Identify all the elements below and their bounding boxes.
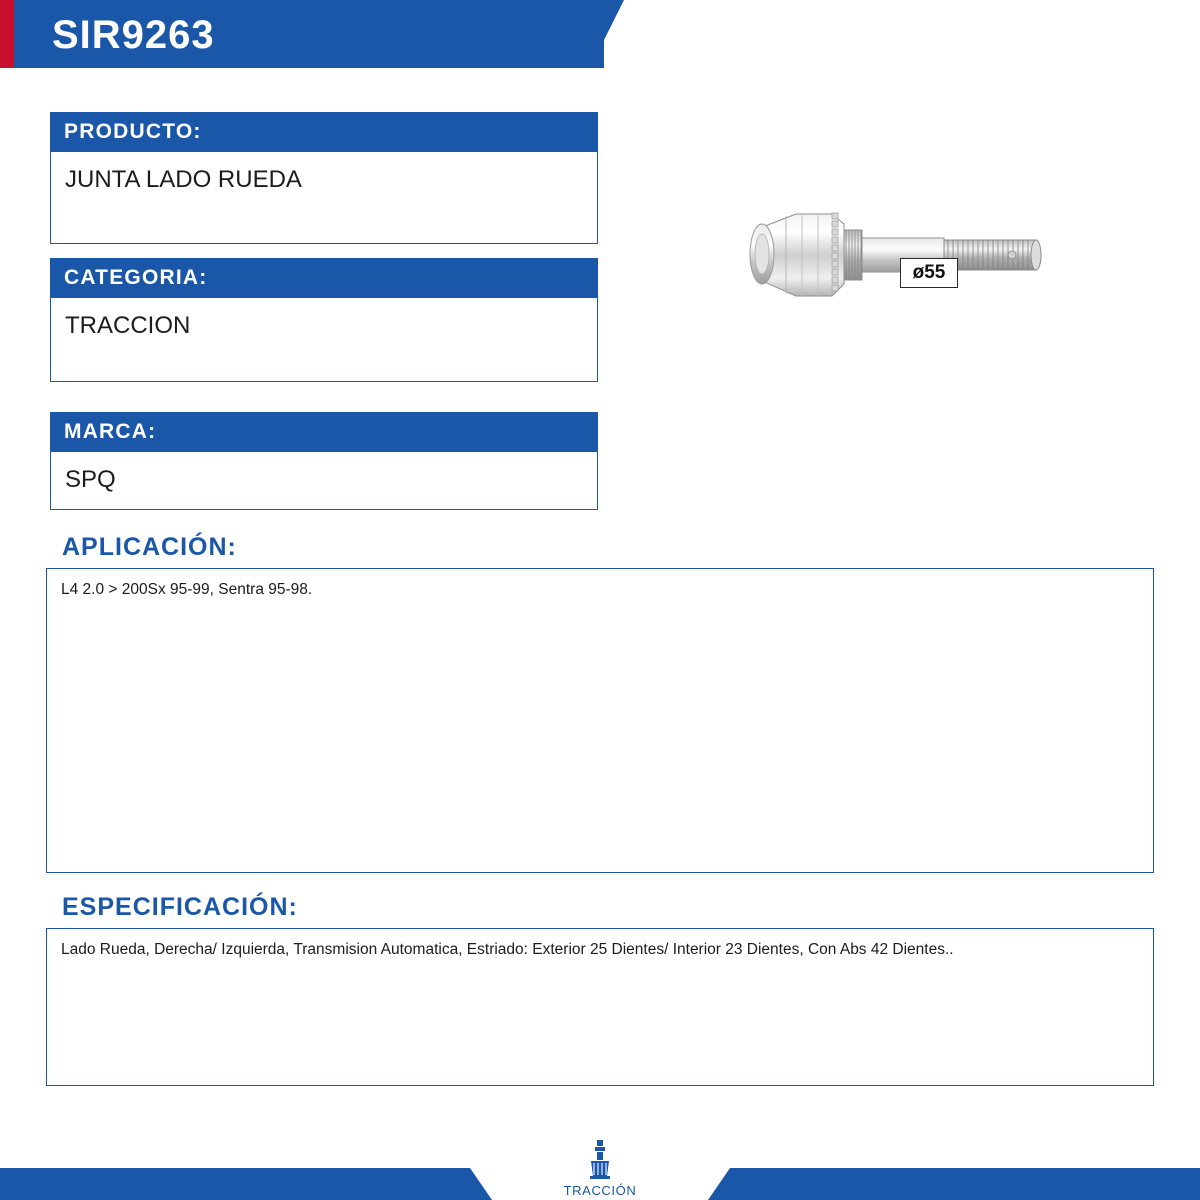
page-title: SIR9263 (52, 13, 215, 57)
dimension-badge: ø55 (900, 258, 958, 288)
field-producto-value: JUNTA LADO RUEDA (50, 152, 598, 244)
header-band-angle (590, 0, 624, 68)
field-marca (50, 412, 598, 510)
especificacion-title: ESPECIFICACIÓN: (62, 893, 298, 921)
especificacion-text: Lado Rueda, Derecha/ Izquierda, Transmision Automatica, Estriado: Exterior 25 Dientes/ Interior 23 Dientes, Con Abs 42 Dientes.. (46, 928, 1154, 1086)
field-categoria-label: CATEGORIA: (50, 258, 598, 298)
aplicacion-text: L4 2.0 > 200Sx 95-99, Sentra 95-98. (46, 568, 1154, 873)
page-footer (0, 1158, 1200, 1200)
page-header (0, 0, 1200, 68)
field-marca-value: SPQ (50, 452, 598, 510)
field-categoria-value: TRACCION (50, 298, 598, 382)
traccion-icon (583, 1138, 617, 1182)
aplicacion-title: APLICACIÓN: (62, 533, 237, 561)
footer-category (0, 1138, 1200, 1198)
field-marca-label: MARCA: (50, 412, 598, 452)
field-producto-label: PRODUCTO: (50, 112, 598, 152)
field-categoria (50, 258, 598, 382)
field-producto (50, 112, 598, 244)
footer-category-label: TRACCIÓN (563, 1183, 637, 1198)
